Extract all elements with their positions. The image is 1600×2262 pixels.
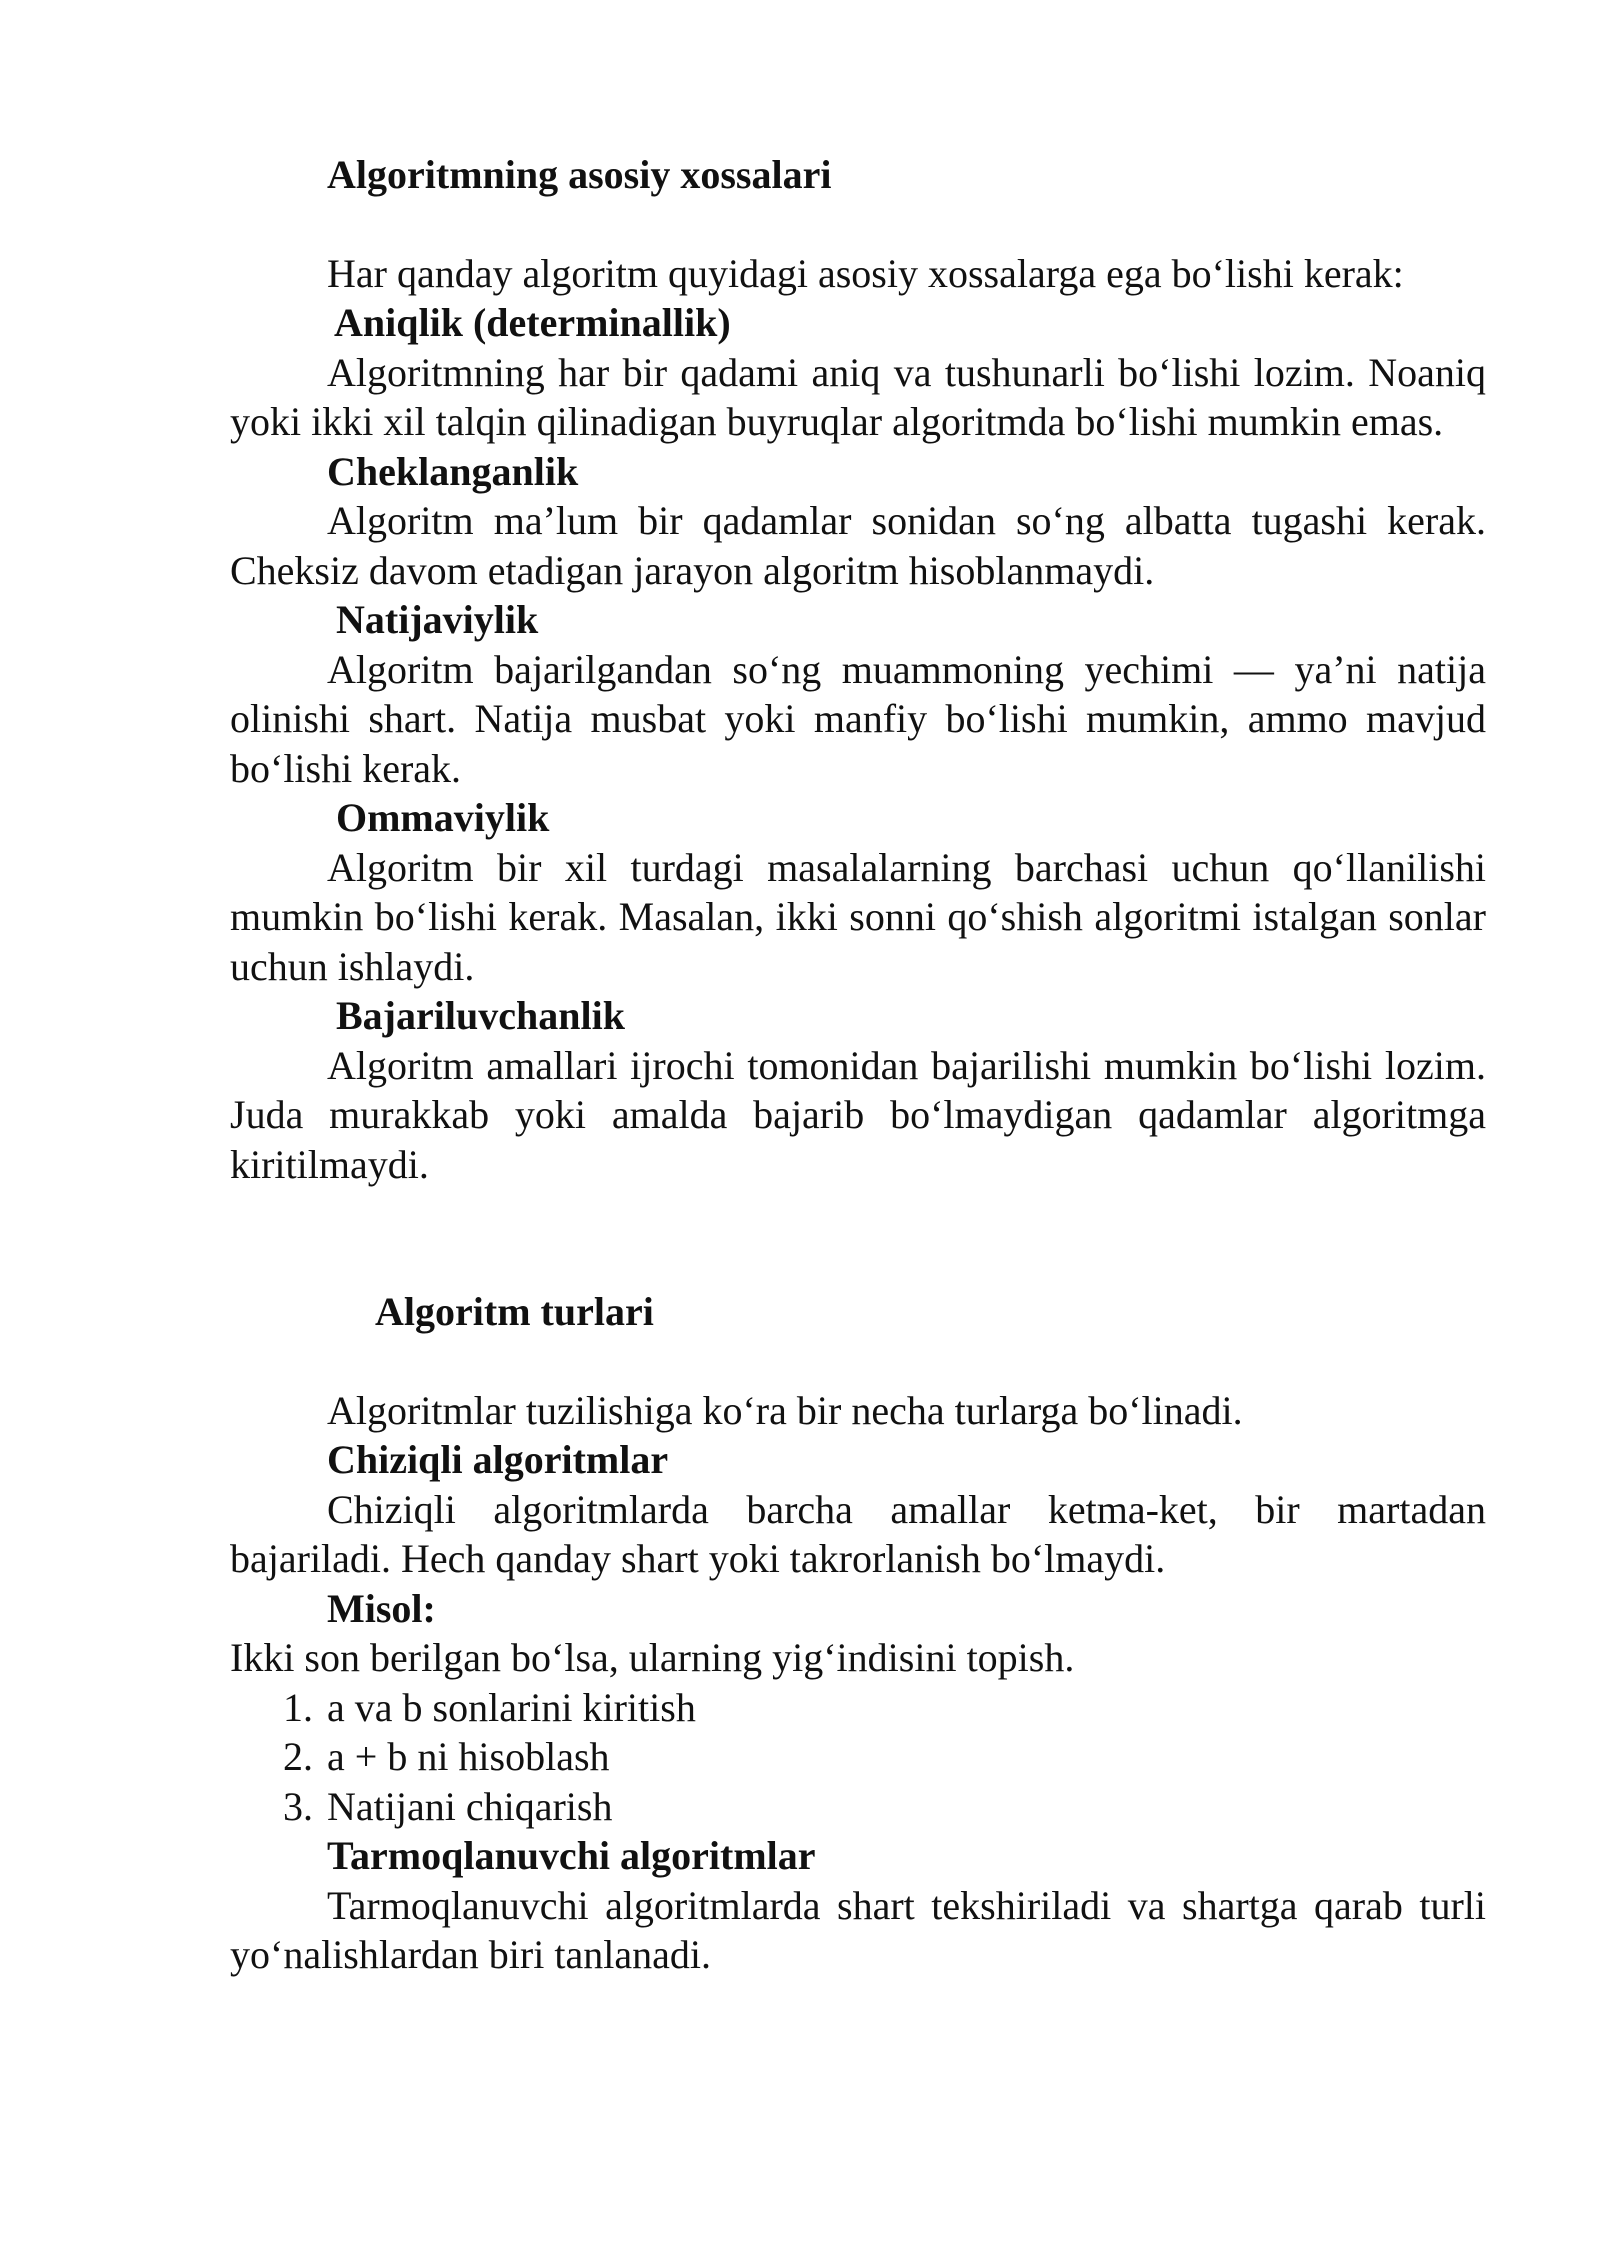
section-title-properties: Algoritmning asosiy xossalari	[327, 152, 832, 197]
list-item	[230, 1782, 1486, 1832]
list-item-number: 1.	[283, 1684, 313, 1730]
properties-intro: Har qanday algoritm quyidagi asosiy xossalarga ega bo‘lishi kerak:	[327, 250, 1404, 296]
property-heading-ommaviylik: Ommaviylik	[336, 795, 550, 840]
example-steps-list	[230, 1683, 1486, 1832]
type-heading-branching: Tarmoqlanuvchi algoritmlar	[327, 1833, 816, 1878]
property-text-natijaviylik: Algoritm bajarilgandan so‘ng muammoning yechimi — ya’ni natija olinishi shart. Natija musbat yoki manfiy bo‘lishi mumkin, ammo mavjud bo‘lishi kerak.	[230, 646, 1486, 791]
list-item-text: a + b ni hisoblash	[327, 1734, 610, 1779]
property-text-cheklanganlik: Algoritm ma’lum bir qadamlar sonidan so‘ng albatta tugashi kerak. Cheksiz davom etadigan jarayon algoritm hisoblanmaydi.	[230, 498, 1486, 593]
property-text-bajariluvchanlik: Algoritm amallari ijrochi tomonidan bajarilishi mumkin bo‘lishi lozim. Juda murakkab yoki amalda bajarib bo‘lmaydigan qadamlar algoritmga kiritilmaydi.	[230, 1042, 1486, 1187]
list-item-number: 2.	[283, 1734, 313, 1779]
property-text-ommaviylik: Algoritm bir xil turdagi masalalarning barchasi uchun qo‘llanilishi mumkin bo‘lishi kerak. Masalan, ikki sonni qo‘shish algoritmi istalgan sonlar uchun ishlaydi.	[230, 844, 1486, 989]
property-heading-natijaviylik: Natijaviylik	[336, 597, 539, 642]
type-text-linear: Chiziqli algoritmlarda barcha amallar ketma-ket, bir martadan bajariladi. Hech qanday shart yoki takrorlanish bo‘lmaydi.	[230, 1486, 1486, 1581]
property-heading-cheklanganlik: Cheklanganlik	[327, 448, 579, 494]
example-label: Misol:	[327, 1585, 436, 1631]
types-intro: Algoritmlar tuzilishiga ko‘ra bir necha turlarga bo‘linadi.	[327, 1387, 1243, 1433]
document-page	[230, 150, 1486, 1980]
list-item-text: a va b sonlarini kiritish	[327, 1684, 696, 1730]
property-text-aniqlik: Algoritmning har bir qadami aniq va tushunarli bo‘lishi lozim. Noaniq yoki ikki xil talqin qilinadigan buyruqlar algoritmda bo‘lishi mumkin emas.	[230, 349, 1486, 444]
property-heading-bajariluvchanlik: Bajariluvchanlik	[336, 993, 625, 1038]
property-heading-aniqlik: Aniqlik (determinallik)	[334, 300, 731, 345]
list-item-text: Natijani chiqarish	[327, 1783, 613, 1829]
list-item	[230, 1732, 1486, 1782]
example-text: Ikki son berilgan bo‘lsa, ularning yig‘indisini topish.	[230, 1635, 1075, 1680]
list-item-number: 3.	[283, 1783, 313, 1829]
section-title-types: Algoritm turlari	[375, 1289, 654, 1334]
list-item	[230, 1683, 1486, 1733]
type-text-branching: Tarmoqlanuvchi algoritmlarda shart tekshiriladi va shartga qarab turli yo‘nalishlardan biri tanlanadi.	[230, 1882, 1486, 1977]
type-heading-linear: Chiziqli algoritmlar	[327, 1437, 669, 1482]
